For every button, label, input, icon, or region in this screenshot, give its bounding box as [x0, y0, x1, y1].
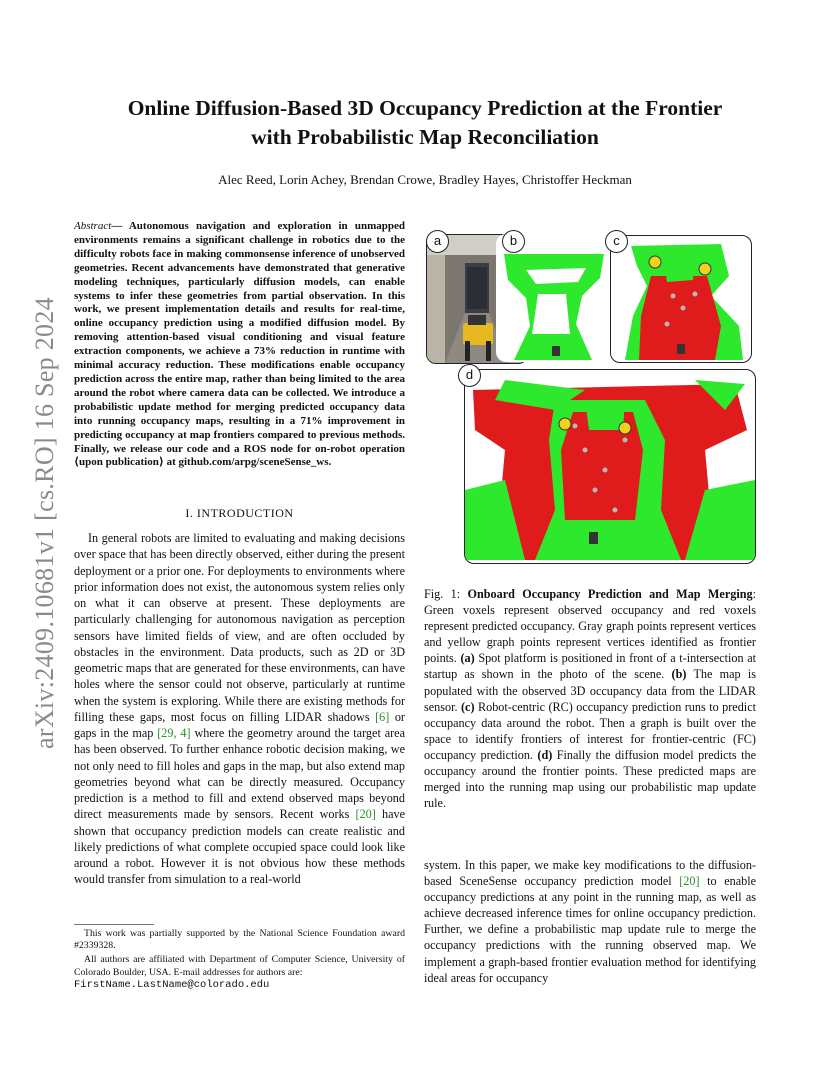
right-column-body — [424, 857, 756, 986]
caption-label-d: (d) — [537, 747, 553, 762]
panel-label-c: c — [605, 230, 628, 253]
footnote-funding: This work was partially supported by the National Science Foundation award #2339328. — [74, 928, 405, 952]
author-list: Alec Reed, Lorin Achey, Brendan Crowe, Bradley Hayes, Christoffer Heckman — [218, 172, 632, 187]
email-address: FirstName.LastName@colorado.edu — [74, 978, 270, 991]
title-line-1: Online Diffusion-Based 3D Occupancy Prediction at the Frontier — [127, 96, 723, 120]
section-heading: I. INTRODUCTION — [185, 506, 294, 520]
rc-prediction-render — [611, 236, 751, 362]
intro-paragraph — [74, 530, 405, 888]
abstract-label: Abstract — [74, 220, 112, 232]
arxiv-id: arXiv:2409.10681v1 [cs.RO] 16 Sep 2024 — [30, 297, 59, 749]
caption-text-b: The map is populated with the observed 3D occupancy data from the LIDAR sensor. — [424, 667, 756, 714]
right-text-2: to enable occupancy predictions at any point in the running map, as well as achieve decreased inference times for online occupancy prediction. Further, we define a probabilistic map update rule to merge the occupancy predictions with the running observed map. We implement a graph-based frontier evaluation method for identifying ideal areas for occupancy — [424, 874, 756, 985]
intro-text-3: where the geometry around the target area has been observed. To further enhance robotic decision making, we not only need to fill holes and gaps in the map, but also extend map geometries beyond what can be directly measured. Occupancy prediction is a method to fill and extend observed maps beyond direct measurements made by sensors. Recent works — [74, 726, 405, 822]
caption-lead: Fig. 1: — [424, 587, 468, 601]
caption-label-b: (b) — [671, 667, 687, 682]
panel-label-d: d — [458, 364, 481, 387]
figure-1 — [424, 232, 756, 566]
intro-text-2: or gaps in the map — [74, 709, 405, 740]
arxiv-watermark — [20, 288, 70, 758]
citation-link[interactable]: [20] — [679, 874, 700, 889]
footnote-affiliation — [74, 954, 405, 991]
panel-d-fc-prediction — [464, 369, 756, 564]
right-text-1: system. In this paper, we make key modifications to the diffusion-based SceneSense occupancy prediction model — [424, 858, 756, 889]
caption-text-a: Spot platform is positioned in front of a t-intersection at startup as shown in the photo of the scene. — [424, 651, 756, 682]
panel-b-observed-map — [496, 234, 606, 362]
citation-link[interactable]: [6] — [375, 709, 390, 724]
abstract-text: — Autonomous navigation and exploration in unmapped environments remains a significant challenge in robotics due to the difficulty robots face in making commonsense inference of unobserved geometries. Recent advancements have demonstrated that generative modeling techniques, particularly diffusion models, can enable systems to infer these geometries from partial observation. In this work, we present implementation details and results for real-time, online occupancy prediction using a modified diffusion model. By removing attention-based visual conditioning and visual feature extraction components, we achieve a 73% reduction in runtime with minimal accuracy reduction. These modifications enable occupancy prediction across the entire map, rather than being limited to the area around the robot where camera data can be collected. We introduce a probabilistic update method for merging predicted occupancy data into running occupancy maps, resulting in a 71% improvement in predicting occupancy at map frontiers compared to previous methods. Finally, we release our code and a ROS node for on-robot operation ⟨upon publication⟩ at github.com/arpg/sceneSense_ws. — [74, 220, 405, 469]
footnote-rule — [74, 924, 154, 925]
citation-link[interactable]: [20] — [355, 807, 376, 822]
panel-label-a: a — [426, 230, 449, 253]
abstract — [74, 220, 405, 470]
panel-label-b: b — [502, 230, 525, 253]
footnotes — [74, 928, 405, 993]
caption-text: : Green voxels represent observed occupancy and red voxels represent predicted occupancy. Gray graph points represent vertices and yellow graph points represent vertices identified as frontier points. — [424, 587, 756, 666]
fc-prediction-render — [465, 370, 755, 563]
caption-text-c: Robot-centric (RC) occupancy prediction runs to predict occupancy data around the robot. Then a graph is built over the space to identify frontiers of interest for frontier-centric (FC) occupancy prediction. — [424, 699, 756, 762]
caption-label-a: (a) — [460, 651, 475, 666]
caption-text-d: Finally the diffusion model predicts the occupancy around the frontier points. These predicted maps are merged into the running map using our probabilistic map update rule. — [424, 747, 756, 811]
title-line-2: with Probabilistic Map Reconciliation — [251, 125, 599, 149]
intro-text-4: have shown that occupancy prediction models can create realistic and likely predictions of what complete occupied space could look like around a robot. However it is not obvious how these methods would transfer from simulation to a real-world — [74, 807, 405, 887]
paper-title — [80, 94, 770, 152]
panel-c-rc-prediction — [610, 235, 752, 363]
intro-text-1: In general robots are limited to evaluating and making decisions over space that has been directly observed, either during the present deployment or a prior one. For deployments to environments where prior information does not exist, the autonomous system relies only on what it can observe at present. These deployments are particularly challenging for autonomous navigation as perception sensors have limited fields of view, and are often occluded by obstacles in the environment. Data products, such as 2D or 3D geometric maps that are generated for these environments, can have holes where the sensor could not observe, particularly at runtime when the system is exploring. While there are existing methods for filling these gaps, most focus on filling LIDAR shadows — [74, 531, 405, 724]
figure-caption — [424, 586, 756, 811]
observed-map-render — [496, 234, 606, 362]
caption-label-c: (c) — [460, 699, 475, 714]
caption-title: Onboard Occupancy Prediction and Map Merging — [467, 587, 753, 601]
affiliation-text: All authors are affiliated with Department of Computer Science, University of Colorado Boulder, USA. E-mail addresses for authors are: — [74, 954, 405, 978]
intro-body — [74, 530, 405, 888]
citation-link[interactable]: [29, 4] — [157, 726, 191, 740]
